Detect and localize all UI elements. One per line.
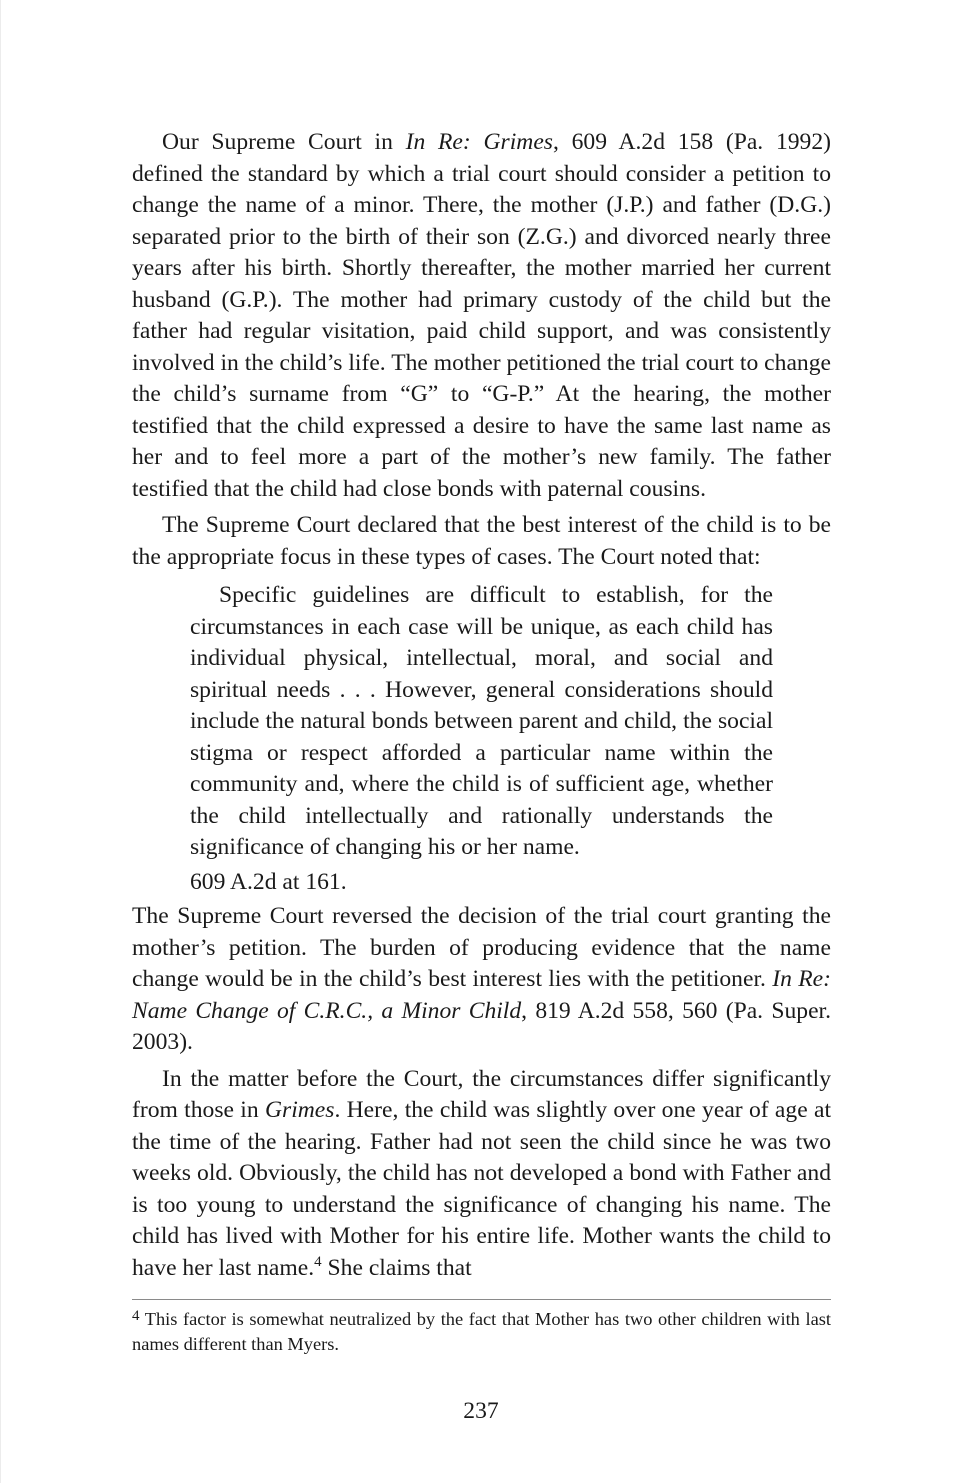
case-name-crc: In Re: Name Change of C.R.C., a Minor Child [132, 966, 831, 1024]
paragraph-2: The Supreme Court declared that the best interest of the child is to be the appropriate focus in these types of cases. The Court noted that: [132, 512, 831, 570]
paragraph-4-text: In the matter before the Court, the circumstances differ significantly from those in [132, 1065, 831, 1123]
paragraph-4-text-end: She claims that [321, 1254, 472, 1281]
paragraph-4 [132, 1064, 831, 1285]
block-quote-citation: 609 A.2d at 161. [190, 868, 347, 895]
block-quote-text: Specific guidelines are difficult to establish, for the circumstances in each case will be unique, as each child has individual physical, intellectual, moral, and social and spiritual needs . . . However, general considerations should include the natural bonds between parent and child, the social stigma or respect afforded a particular name within the community and, where the child is of sufficient age, whether the child intellectually and rationally understands the significance of changing his or her name. [190, 582, 773, 860]
footnote-reference[interactable]: 4 [314, 1253, 322, 1270]
paragraph-1 [132, 127, 831, 505]
page-number: 237 [463, 1398, 499, 1424]
block-quote [190, 580, 773, 898]
footnote-divider [132, 1299, 831, 1300]
paragraph-4-text-cont: . Here, the child was slightly over one year of age at the time of the hearing. Father had not seen the child since he was two weeks old. Obviously, the child has not developed a bond with Father and is too young to understand the significance of changing his name. The child has lived with Mother for his entire life. Mother wants the child to have her last name. [132, 1097, 832, 1281]
footnote-text: This factor is somewhat neutralized by the fact that Mother has two other children with last names different than Myers. [132, 1309, 831, 1354]
paragraph-1-text: Our Supreme Court in [162, 129, 406, 155]
case-name-grimes-ref: Grimes [264, 1097, 335, 1123]
footnote [132, 1307, 831, 1356]
paragraph-3-text-cont: , 819 A.2d 558, 560 (Pa. Super. 2003). [132, 997, 831, 1055]
paragraph-3 [132, 901, 831, 1059]
body-text [132, 127, 831, 1284]
paragraph-1-text-cont: , 609 A.2d 158 (Pa. 1992) defined the standard by which a trial court should consider a petition to change the name of a minor. There, the mother (J.P.) and father (D.G.) separated prior to the birth of their son (Z.G.) and divorced nearly three years after his birth. Shortly thereafter, the mother married her current husband (G.P.). The mother had primary custody of the child but the father had regular visitation, paid child support, and was consistently involved in the child’s life. The mother petitioned the trial court to change the child’s surname from “G” to “G-P.” At the hearing, the mother testified that the child expressed a desire to have the same last name as her and to feel more a part of the mother’s new family. The father testified that the child had close bonds with paternal cousins. [132, 129, 831, 502]
footnote-number: 4 [132, 1308, 140, 1324]
paragraph-3-text: The Supreme Court reversed the decision of the trial court granting the mother’s petition. The burden of producing evidence that the name change would be in the child’s best interest lies with the petitioner. [132, 903, 831, 992]
case-name-grimes: In Re: Grimes [405, 129, 553, 155]
